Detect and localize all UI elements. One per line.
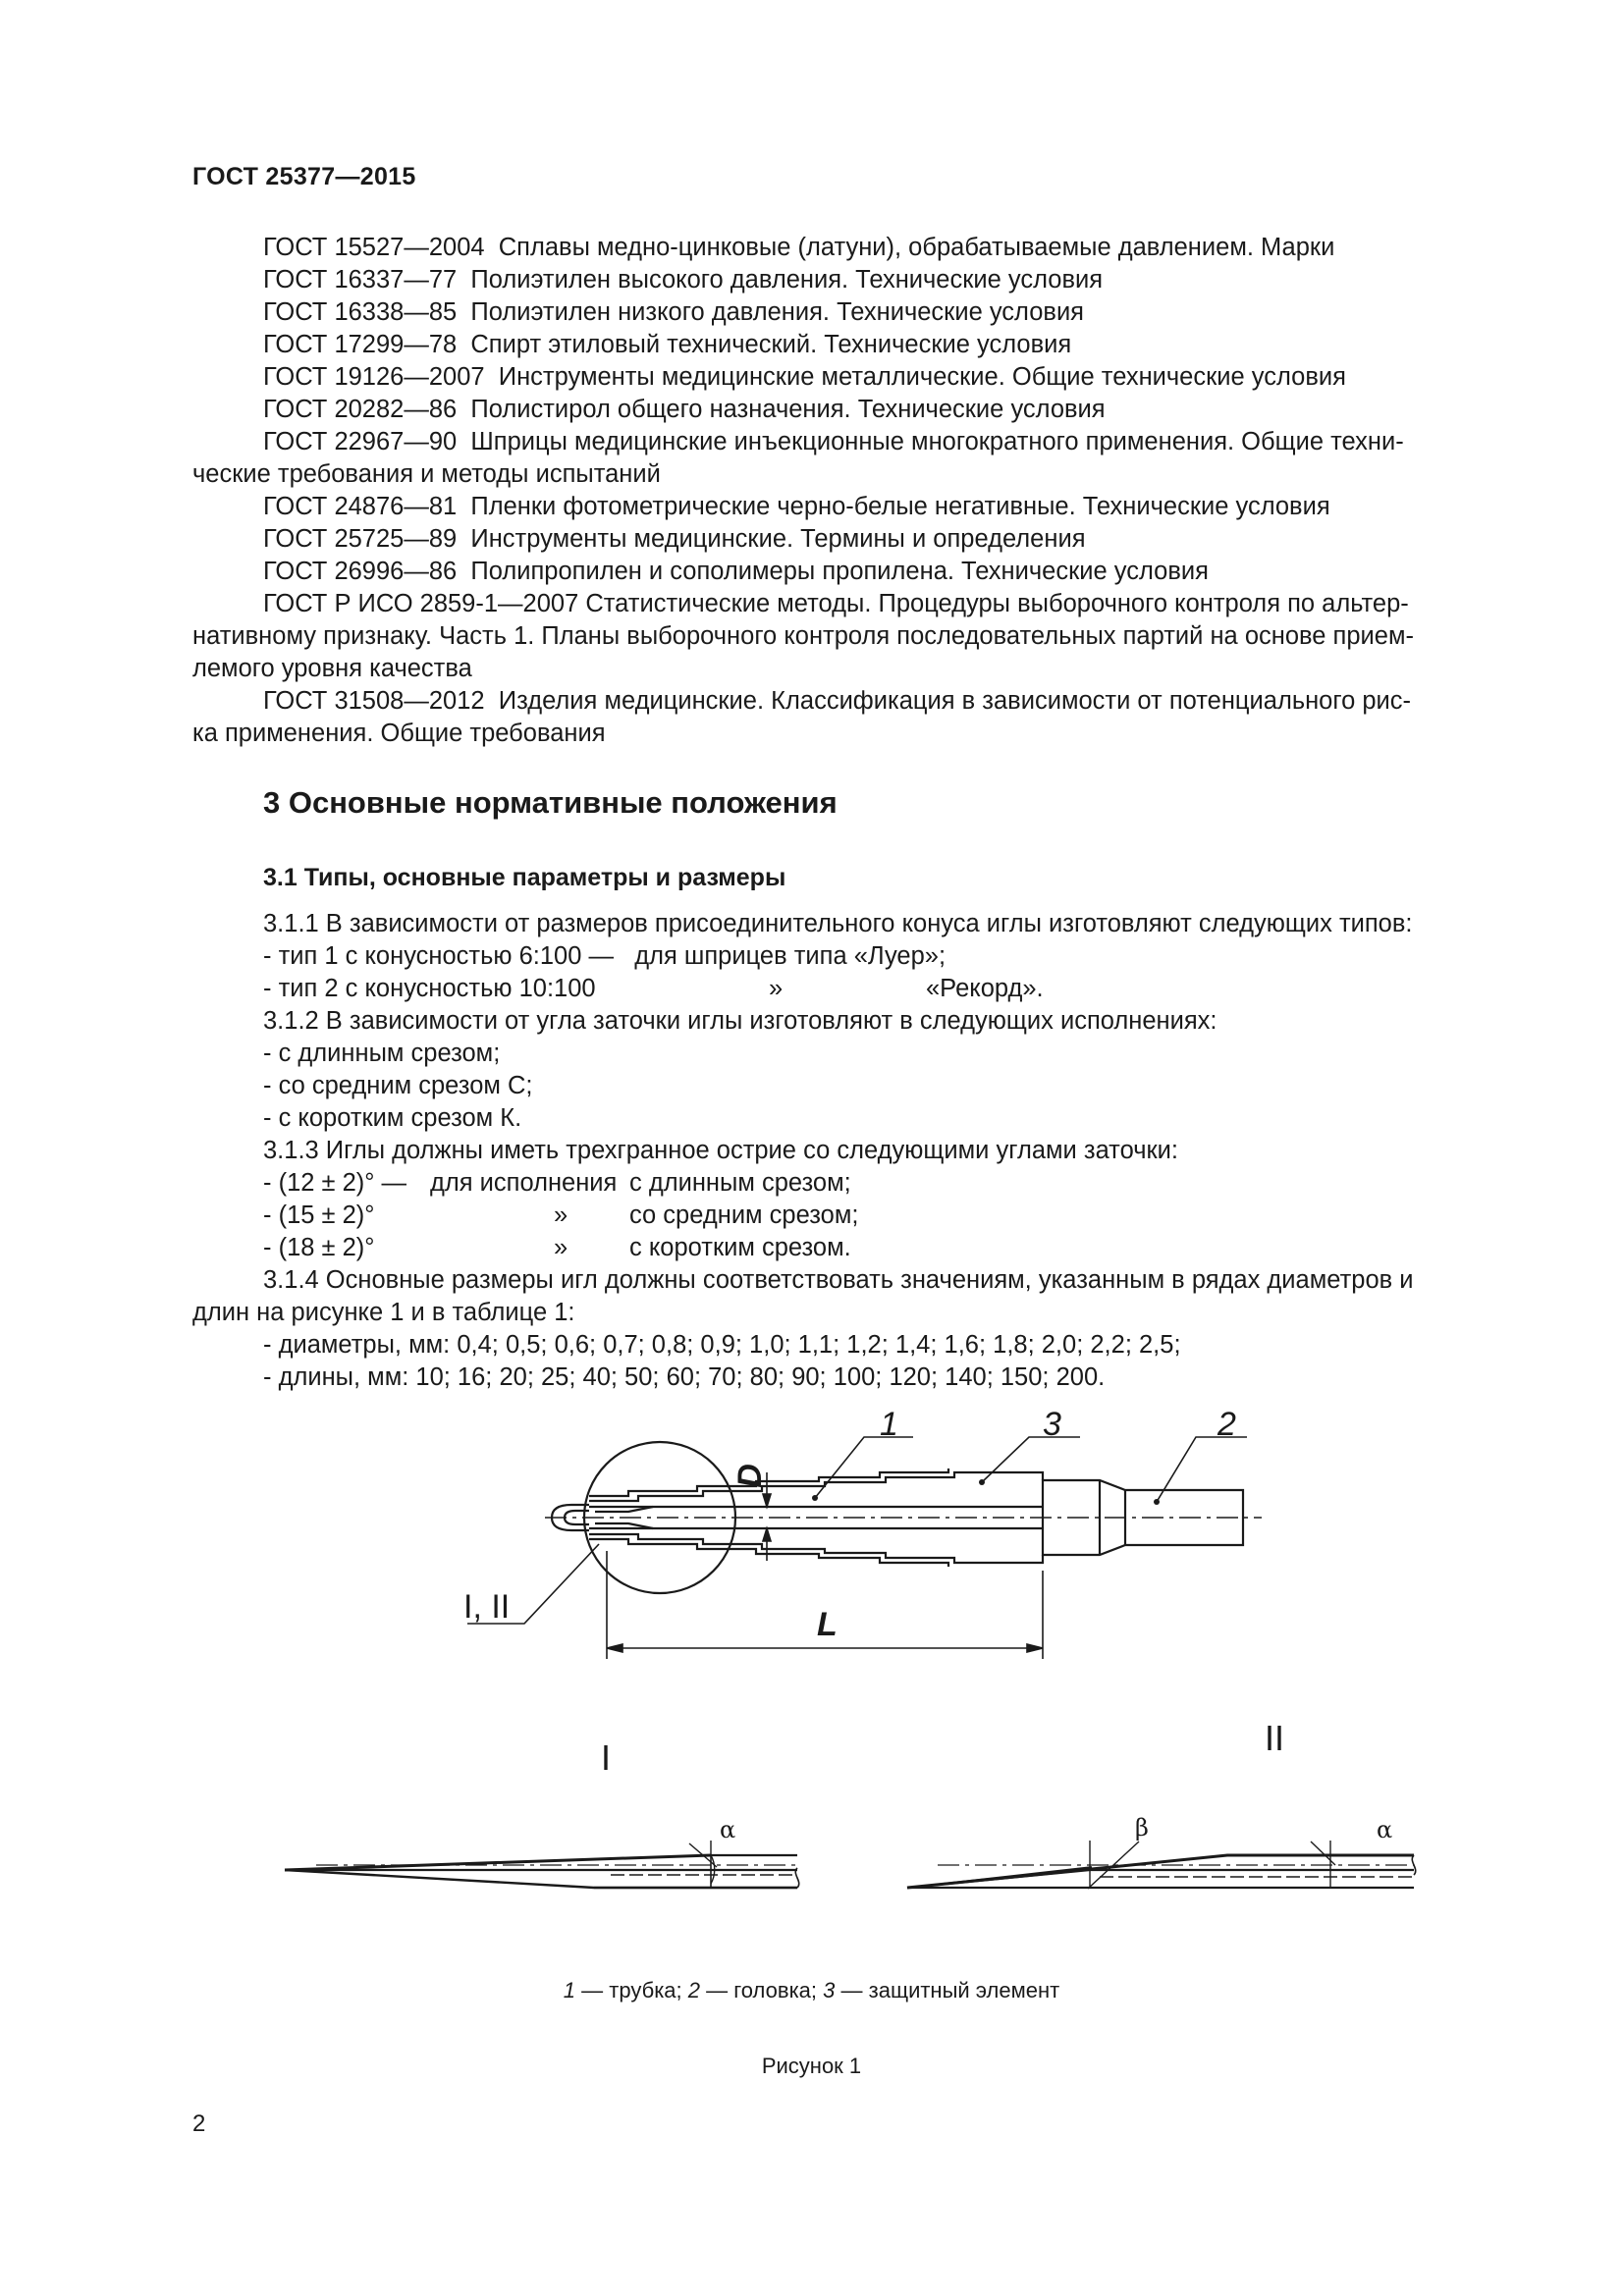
list-item: - со средним срезом С; xyxy=(263,1072,533,1099)
paragraph-continuation: длин на рисунке 1 и в таблице 1: xyxy=(192,1299,575,1326)
figure-title: Рисунок 1 xyxy=(761,2054,862,2078)
list-item: - с длинным срезом; xyxy=(263,1040,501,1067)
page-number: 2 xyxy=(192,2110,206,2137)
section-heading: 3 Основные нормативные положения xyxy=(263,785,838,820)
list-item: - диаметры, мм: 0,4; 0,5; 0,6; 0,7; 0,8; 0,9; 1,0; 1,1; 1,2; 1,4; 1,6; 1,8; 2,0; 2,2; 2,5; xyxy=(263,1331,1181,1359)
reference-item: ГОСТ 15527—2004 Сплавы медно-цинковые (латуни), обрабатываемые давлением. Марки xyxy=(263,234,1335,261)
reference-continuation: ка применения. Общие требования xyxy=(192,720,606,747)
list-item: - (15 ± 2)° » со средним срезом; xyxy=(263,1201,859,1229)
label-length: L xyxy=(817,1606,838,1643)
detail-view-I xyxy=(285,1841,799,1888)
reference-item: ГОСТ 24876—81 Пленки фотометрические черно-белые негативные. Технические условия xyxy=(263,493,1330,520)
label-diameter: D xyxy=(730,1464,769,1488)
label-alpha-II: α xyxy=(1377,1816,1393,1843)
reference-item: ГОСТ 17299—78 Спирт этиловый технический. Технические условия xyxy=(263,331,1072,358)
label-view-I: I xyxy=(601,1737,612,1778)
reference-item: ГОСТ 22967—90 Шприцы медицинские инъекционные многократного применения. Общие техни- xyxy=(263,428,1404,455)
paragraph-3-1-2: 3.1.2 В зависимости от угла заточки иглы изготовляют в следующих исполнениях: xyxy=(263,1007,1217,1035)
list-item: - тип 2 с конусностью 10:100 » «Рекорд». xyxy=(263,975,1044,1002)
figure-legend: 1 — трубка; 2 — головка; 3 — защитный элемент xyxy=(563,1978,1060,2002)
label-view-II: II xyxy=(1265,1718,1285,1758)
list-item: - (12 ± 2)° — для исполнения с длинным срезом; xyxy=(263,1169,851,1197)
reference-continuation: ческие требования и методы испытаний xyxy=(192,460,661,488)
reference-item: ГОСТ Р ИСО 2859-1—2007 Статистические методы. Процедуры выборочного контроля по альтер- xyxy=(263,590,1409,617)
list-item: - (18 ± 2)° » с коротким срезом. xyxy=(263,1234,851,1261)
reference-item: ГОСТ 16337—77 Полиэтилен высокого давления. Технические условия xyxy=(263,266,1104,294)
label-tube-number: 1 xyxy=(880,1406,898,1443)
label-beta: β xyxy=(1135,1814,1149,1842)
subsection-heading: 3.1 Типы, основные параметры и размеры xyxy=(263,864,786,891)
reference-continuation: нативному признаку. Часть 1. Планы выборочного контроля последовательных партий на основе прием- xyxy=(192,622,1414,650)
list-item: - тип 1 с конусностью 6:100 — для шприцев типа «Луер»; xyxy=(263,942,947,970)
reference-continuation: лемого уровня качества xyxy=(192,655,472,682)
document-code: ГОСТ 25377—2015 xyxy=(192,163,416,190)
paragraph-3-1-1: 3.1.1 В зависимости от размеров присоединительного конуса иглы изготовляют следующих типов: xyxy=(263,910,1413,937)
paragraph-3-1-3: 3.1.3 Иглы должны иметь трехгранное острие со следующими углами заточки: xyxy=(263,1137,1178,1164)
reference-item: ГОСТ 20282—86 Полистирол общего назначения. Технические условия xyxy=(263,396,1106,423)
label-head-number: 2 xyxy=(1217,1406,1236,1443)
label-guard-number: 3 xyxy=(1043,1406,1061,1443)
reference-item: ГОСТ 16338—85 Полиэтилен низкого давления. Технические условия xyxy=(263,298,1084,326)
reference-item: ГОСТ 31508—2012 Изделия медицинские. Классификация в зависимости от потенциального рис- xyxy=(263,687,1412,715)
label-detail-ref: I, II xyxy=(463,1588,511,1626)
reference-item: ГОСТ 26996—86 Полипропилен и сополимеры пропилена. Технические условия xyxy=(263,558,1209,585)
reference-item: ГОСТ 19126—2007 Инструменты медицинские металлические. Общие технические условия xyxy=(263,363,1346,391)
paragraph-3-1-4: 3.1.4 Основные размеры игл должны соответствовать значениям, указанным в рядах диаметров и xyxy=(263,1266,1414,1294)
reference-item: ГОСТ 25725—89 Инструменты медицинские. Термины и определения xyxy=(263,525,1086,553)
list-item: - с коротким срезом К. xyxy=(263,1104,522,1132)
detail-view-II xyxy=(907,1841,1416,1889)
label-alpha-I: α xyxy=(720,1816,736,1843)
list-item: - длины, мм: 10; 16; 20; 25; 40; 50; 60; 70; 80; 90; 100; 120; 140; 150; 200. xyxy=(263,1363,1106,1391)
